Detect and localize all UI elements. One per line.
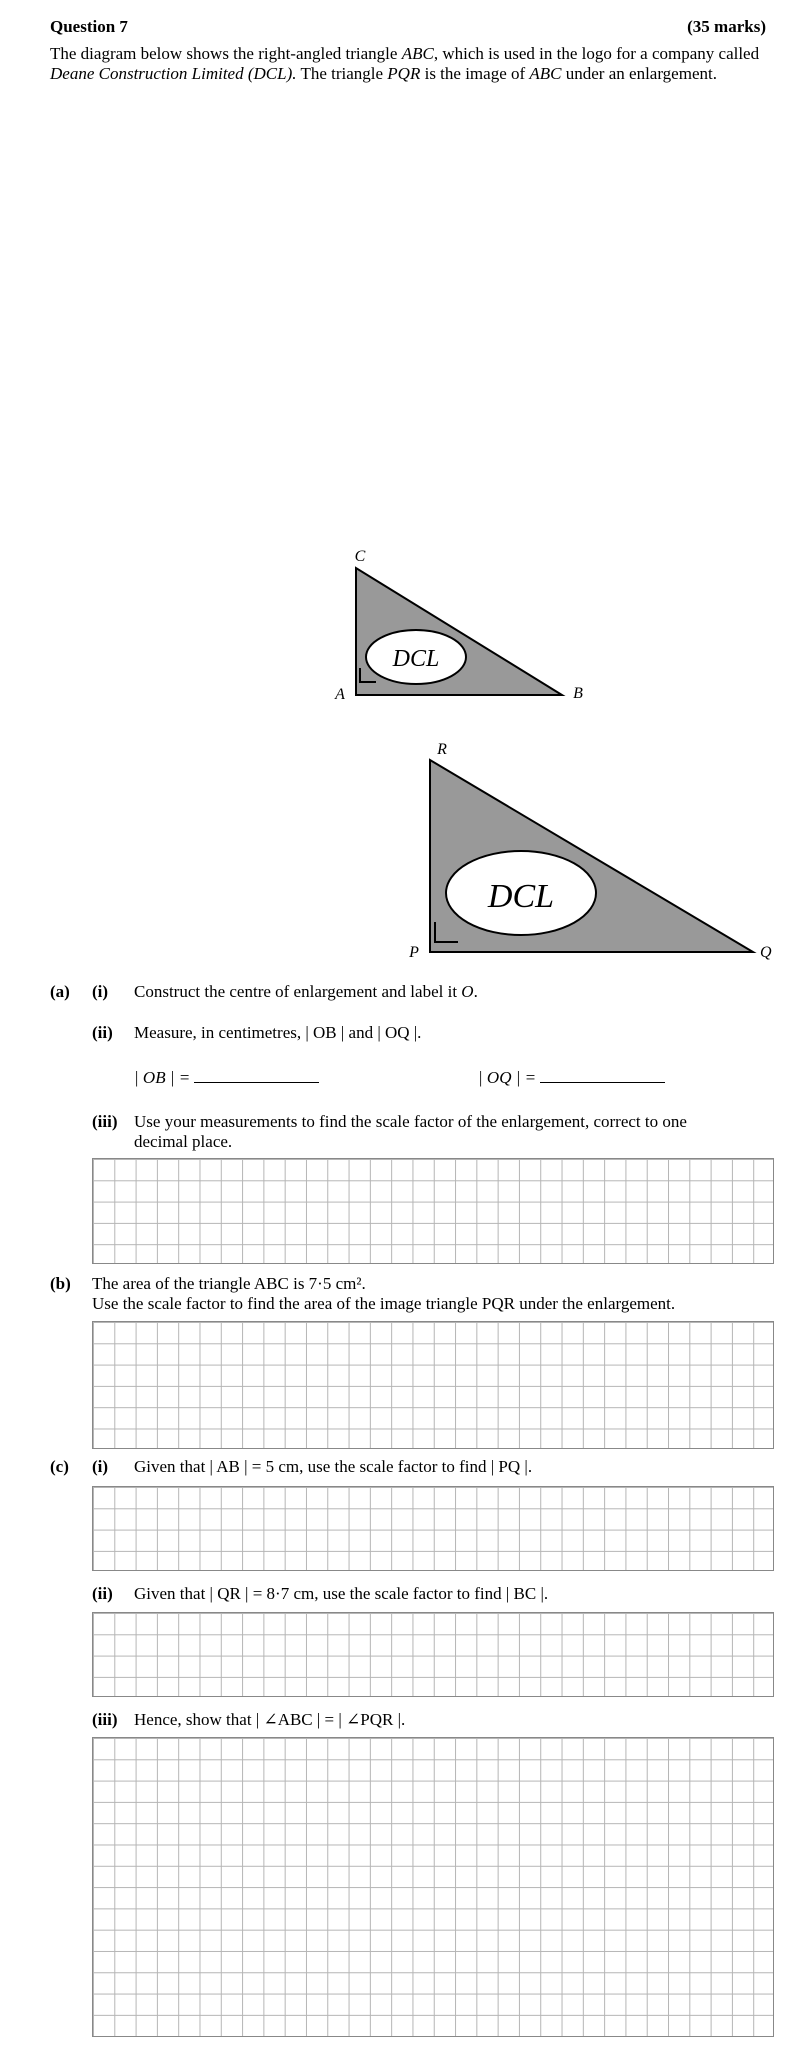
part-c-iii-label: (iii) (92, 1710, 118, 1729)
question-title: Question 7 (50, 17, 128, 36)
answer-grid-a-iii[interactable] (92, 1158, 774, 1264)
triangles-diagram (0, 0, 812, 980)
answer-grid-b[interactable] (92, 1321, 774, 1449)
dcl-logo-small-text: DCL (392, 646, 440, 672)
part-c-ii-label: (ii) (92, 1584, 113, 1603)
ob-answer-blank[interactable] (194, 1068, 319, 1083)
part-c-i-text: Given that | AB | = 5 cm, use the scale factor to find | PQ |. (134, 1457, 533, 1476)
part-a-ii-label: (ii) (92, 1023, 113, 1042)
part-a-i-label: (i) (92, 982, 109, 1001)
oq-answer: | OQ | = (478, 1068, 665, 1088)
oq-answer-blank[interactable] (540, 1068, 665, 1083)
part-b-line1: The area of the triangle ABC is 7·5 cm². (92, 1274, 366, 1293)
part-a-ii-text: Measure, in centimetres, | OB | and | OQ |. (134, 1023, 422, 1042)
part-a-iii-label: (iii) (92, 1112, 118, 1131)
label-p: P (409, 944, 419, 961)
question-marks: (35 marks) (687, 17, 766, 36)
ob-answer: | OB | = (134, 1068, 319, 1088)
part-c-ii-text: Given that | QR | = 8·7 cm, use the scale factor to find | BC |. (134, 1584, 549, 1603)
part-a-iii-line1: Use your measurements to find the scale factor of the enlargement, correct to one (134, 1112, 687, 1131)
label-q: Q (760, 944, 772, 961)
label-b: B (573, 685, 583, 702)
part-a-iii-line2: decimal place. (134, 1132, 233, 1151)
part-b-line2: Use the scale factor to find the area of the image triangle PQR under the enlargement. (92, 1294, 676, 1313)
part-c-i-label: (i) (92, 1457, 109, 1476)
intro-paragraph: The diagram below shows the right-angled triangle ABC, which is used in the logo for a company called Deane Construction Limited (DCL). The triangle PQR is the image of ABC under an enlargement. (50, 44, 760, 83)
part-a-label: (a) (50, 982, 70, 1001)
label-r: R (437, 741, 447, 758)
label-c: C (354, 548, 366, 565)
part-c-iii-text: Hence, show that | ∠ABC | = | ∠PQR |. (134, 1710, 406, 1729)
answer-grid-c-ii[interactable] (92, 1612, 774, 1697)
answer-grid-c-iii[interactable] (92, 1737, 774, 2037)
part-a-i-text: Construct the centre of enlargement and label it O. (134, 982, 478, 1001)
part-c-label: (c) (50, 1457, 69, 1476)
answer-grid-c-i[interactable] (92, 1486, 774, 1571)
label-a: A (335, 686, 345, 703)
dcl-logo-large-text: DCL (487, 878, 555, 915)
part-b-label: (b) (50, 1274, 71, 1293)
